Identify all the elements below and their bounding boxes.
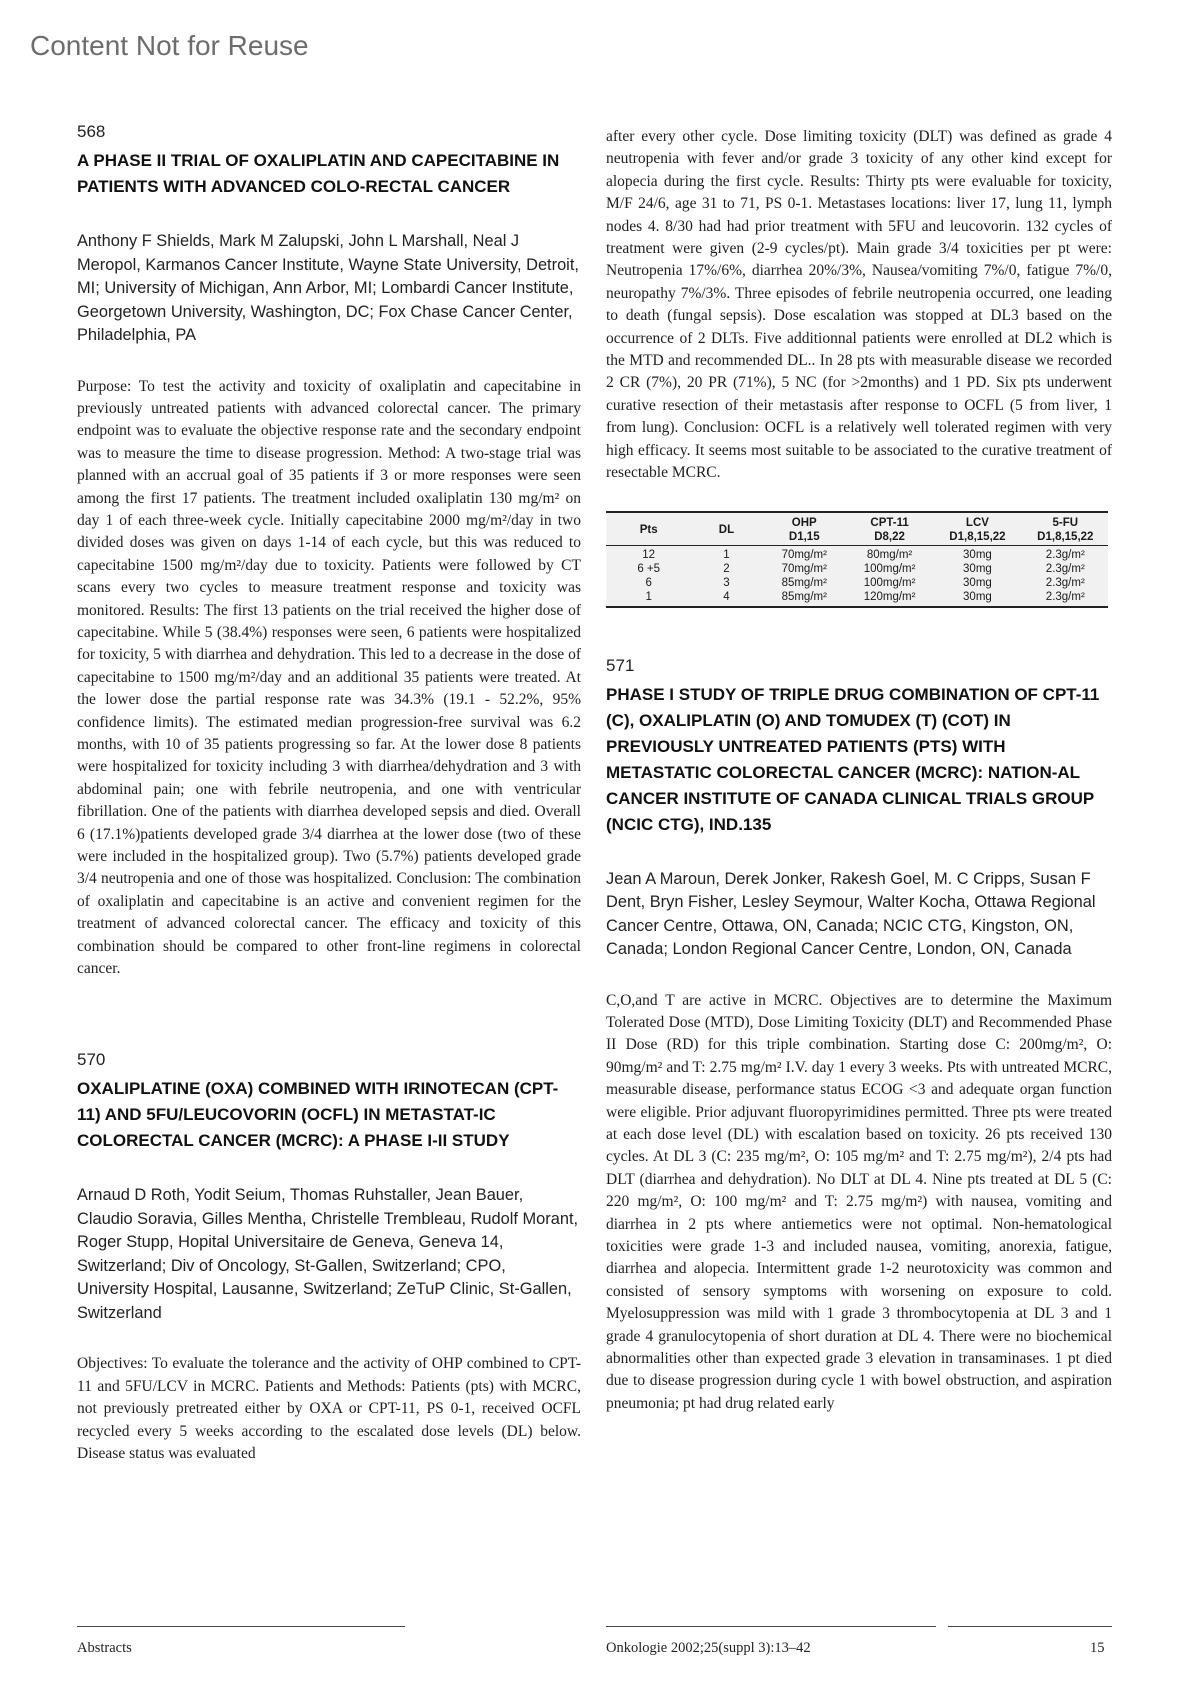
table-row (606, 545, 1108, 562)
table-cell: 120mg/m² (847, 590, 932, 607)
table-cell: 2.3g/m² (1045, 548, 1085, 561)
table-cell: 12 (642, 548, 656, 561)
table-cell: 70mg/m² (781, 548, 827, 561)
page-number: 15 (1090, 1640, 1105, 1656)
abstract-authors: Anthony F Shields, Mark M Zalupski, John L Marshall, Neal J Meropol, Karmanos Cancer Institute, Wayne State University, Detroit, MI; University of Michigan, Ann Arbor, MI; Lombardi Cancer Institute, Georgetown University, Washington, DC; Fox Chase Cancer Center, Philadelphia, PA (77, 232, 579, 344)
table-cell: 2.3g/m² (1023, 590, 1108, 607)
abstract-title: A PHASE II TRIAL OF OXALIPLATIN AND CAPECITABINE IN PATIENTS WITH ADVANCED COLO-RECTAL CANCER (77, 151, 560, 196)
table-cell: 85mg/m² (762, 590, 847, 607)
abstract-body: Purpose: To test the activity and toxicity of oxaliplatin and capecitabine in previously untreated patients with advanced colorectal cancer. The primary endpoint was to evaluate the objective response rate and the secondary endpoint was to measure the time to disease progression. Method: A two-stage trial was planned with an accrual goal of 35 patients if 3 or more responses were seen among the first 17 patients. The treatment included oxaliplatin 130 mg/m² on day 1 of each three-week cycle. Initially capecitabine 2000 mg/m²/day in two divided doses was given on days 1-14 of each cycle, but this was reduced to capecitabine 1500 mg/m²/day due to toxicity. Patients were followed by CT scans every two cycles to measure treatment response and toxicity was monitored. Results: The first 13 patients on the trial received the higher dose of capecitabine. While 5 (38.4%) responses were seen, 6 patients were hospitalized for toxicity, 5 with diarrhea and dehydration. This led to a decrease in the dose of capecitabine to 1500 mg/m²/day and an additional 35 patients were treated. At the lower dose the partial response rate was 34.3% (19.1 - 52.2%, 95% confidence limits). The estimated median progression-free survival was 6.2 months, with 10 of 35 patients progressing so far. At the lower dose 8 patients were hospitalized for toxicity including 3 with diarrhea/dehydration and 3 with abdominal pain; one with febrile neutropenia, and one with ventricular fibrillation. One of the patients with diarrhea developed sepsis and died. Overall 6 (17.1%)patients developed grade 3/4 diarrhea at the lower dose (two of these were included in the hospitalized group). Two (5.7%) patients developed grade 3/4 neutropenia and one of those was hospitalized. Conclusion: The combination of oxaliplatin and capecitabine is an active and convenient regimen for the treatment of advanced colorectal cancer. The efficacy and toxicity of this combination should be compared to other front-line regimens in colorectal cancer. (77, 377, 581, 978)
table-cell: 2.3g/m² (1045, 576, 1085, 589)
abstract-number: 571 (606, 655, 635, 675)
right-column (606, 126, 1112, 1415)
table-cell: 1 (723, 548, 730, 561)
left-column (77, 122, 581, 1466)
column-header: 5-FU D1,8,15,22 (1023, 512, 1108, 546)
abstract-body: Objectives: To evaluate the tolerance and the activity of OHP combined to CPT-11 and 5FU/LCV in MCRC. Patients and Methods: Patients (pts) with MCRC, not previously pretreated either by OXA or CPT-11, PS 0-1, received OCFL recycled every 5 weeks according to the escalated dose levels (DL) below. Disease status was evaluated (77, 1355, 581, 1463)
abstract-570-body-continued: after every other cycle. Dose limiting toxicity (DLT) was defined as grade 4 neutropenia with fever and/or grade 3 toxicity of any other kind except for alopecia during the first cycle. Results: Thirty pts were evaluable for toxicity, M/F 24/6, age 31 to 71, PS 0-1. Metastases locations: liver 17, lung 11, lymph nodes 4. 8/30 had had prior treatment with 5FU and leucovorin. 132 cycles of treatment were given (2-9 cycles/pt). Main grade 3/4 toxicities per pt were: Neutropenia 17%/6%, diarrhea 20%/3%, Nausea/vomiting 7%/0, fatigue 7%/0, neuropathy 7%/3%. Three episodes of febrile neutropenia occurred, one leading to death (fungal sepsis). Dose escalation was stopped at DL3 based on the occurrence of 2 DLTs. Five additionnal patients were enrolled at DL2 which is the MTD and recommended DL.. In 28 pts with measurable disease we recorded 2 CR (7%), 20 PR (71%), 5 NC (for >2months) and 1 PD. Six pts underwent curative resection of their metastasis after response to OCFL (5 from liver, 1 from lung). Conclusion: OCFL is a relatively well tolerated regimen with very high efficacy. It seems most suitable to be associated to the curative treatment of resectable MCRC. (606, 128, 1112, 482)
column-header: Pts (606, 512, 691, 546)
abstract-number: 570 (77, 1050, 106, 1070)
table-cell: 100mg/m² (863, 576, 916, 589)
table-header-row (606, 512, 1108, 546)
abstract-authors: Jean A Maroun, Derek Jonker, Rakesh Goel, M. C Cripps, Susan F Dent, Bryn Fisher, Lesley Seymour, Walter Kocha, Ottawa Regional Cancer Centre, Ottawa, ON, Canada; NCIC CTG, Kingston, ON, Canada; London Regional Cancer Centre, London, ON, Canada (606, 869, 1096, 958)
table-cell: 30mg (963, 562, 992, 575)
abstract-568 (77, 122, 581, 980)
column-header: DL (691, 512, 761, 546)
table-cell: 80mg/m² (866, 548, 913, 561)
table-row (606, 562, 1108, 576)
table-cell: 30mg (963, 548, 992, 561)
table-cell: 85mg/m² (781, 576, 827, 589)
footer-rule (606, 1626, 936, 1627)
abstract-title: PHASE I STUDY OF TRIPLE DRUG COMBINATION OF CPT-11 (C), OXALIPLATIN (O) AND TOMUDEX (T) (COT) IN PREVIOUSLY UNTREATED PATIENTS (PTS) WITH METASTATIC COLORECTAL CANCER (MCRC): NATION-AL CANCER INSTITUTE OF CANADA CLINICAL TRIALS GROUP (NCIC CTG), IND.135 (606, 684, 1100, 834)
table-cell: 30mg (932, 590, 1022, 607)
abstract-number: 568 (77, 122, 106, 141)
table-cell: 2 (723, 562, 730, 575)
column-header: OHP D1,15 (762, 512, 847, 546)
table-cell: 2.3g/m² (1045, 562, 1085, 575)
abstract-authors: Arnaud D Roth, Yodit Seium, Thomas Ruhstaller, Jean Bauer, Claudio Soravia, Gilles Mentha, Christelle Trembleau, Rudolf Morant, Roger Stupp, Hopital Universitaire de Geneva, Geneva 14, Switzerland; Div of Oncology, St-Gallen, Switzerland; CPO, University Hospital, Lausanne, Switzerland; ZeTuP Clinic, St-Gallen, Switzerland (77, 1186, 579, 1322)
footer-citation: Onkologie 2002;25(suppl 3):13–42 (606, 1640, 811, 1656)
table-cell: 4 (691, 590, 761, 607)
column-header: LCV D1,8,15,22 (932, 512, 1022, 546)
abstract-570 (77, 1050, 581, 1465)
dose-level-table (606, 511, 1108, 608)
abstract-571 (606, 656, 1112, 1416)
footer-rule (948, 1626, 1112, 1627)
table-cell: 100mg/m² (863, 562, 916, 575)
watermark: Content Not for Reuse (30, 30, 309, 61)
footer-rule (77, 1626, 405, 1627)
footer-section-label: Abstracts (77, 1640, 132, 1656)
table-cell: 6 (645, 576, 652, 589)
table-cell: 30mg (963, 576, 992, 589)
table-cell: 6 +5 (637, 562, 661, 575)
table-cell: 3 (723, 576, 730, 589)
abstract-body: C,O,and T are active in MCRC. Objectives are to determine the Maximum Tolerated Dose (MTD), Dose Limiting Toxicity (DLT) and Recommended Phase II Dose (RD) for this triple combination. Starting dose C: 200mg/m², O: 90mg/m² and T: 2.75 mg/m² I.V. day 1 every 3 weeks. Pts with untreated MCRC, measurable disease, performance status ECOG <3 and adequate organ function were eligible. Prior adjuvant fluoropyrimidines permitted. Three pts were treated at each dose level (DL) with escalation based on toxicity. 26 pts received 130 cycles. At DL 3 (C: 235 mg/m², O: 105 mg/m² and T: 2.75 mg/m²), 2/4 pts had DLT (diarrhea and dehydration). No DLT at DL 4. Nine pts treated at DL 5 (C: 220 mg/m², O: 100 mg/m² and T: 2.75 mg/m²) with nausea, vomiting and diarrhea in 2 pts where antiemetics were not optimal. Non-hematological toxicities were grade 1-3 and included nausea, vomiting, anorexia, fatigue, diarrhea and alopecia. Intermittent grade 1-2 neurotoxicity was common and consisted of sensory symptoms with worsening on exposure to cold. Myelosuppression was mild with 1 grade 3 thrombocytopenia at DL 3 and 1 grade 4 granulocytopenia of short duration at DL 4. There were no biochemical abnormalities other than expected grade 3 elevation in transaminases. 1 pt died due to disease progression during cycle 1 with bowel obstruction, and aspiration pneumonia; pt had drug related early (606, 991, 1112, 1412)
table-row (606, 590, 1108, 607)
table-cell: 1 (606, 590, 691, 607)
table-row (606, 576, 1108, 590)
table-cell: 70mg/m² (781, 562, 827, 575)
abstract-title: OXALIPLATINE (OXA) COMBINED WITH IRINOTECAN (CPT-11) AND 5FU/LEUCOVORIN (OCFL) IN METASTAT-IC COLORECTAL CANCER (MCRC): A PHASE I-II STUDY (77, 1079, 559, 1151)
column-header: CPT-11 D8,22 (847, 512, 932, 546)
